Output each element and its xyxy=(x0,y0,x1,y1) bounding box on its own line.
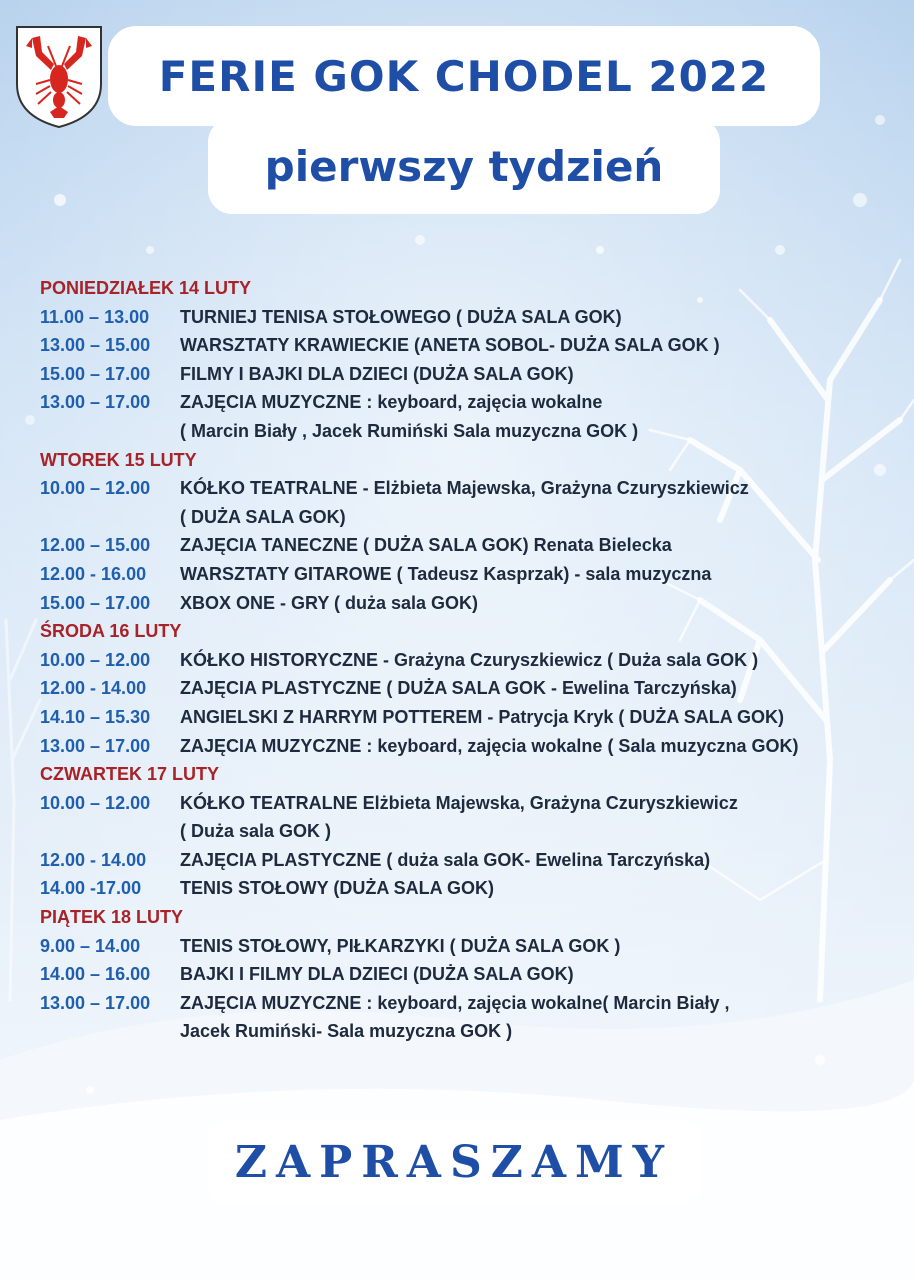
event-description-line: FILMY I BAJKI DLA DZIECI (DUŻA SALA GOK) xyxy=(180,363,574,384)
event-description-line: ( Marcin Biały , Jacek Rumiński Sala muzyczna GOK ) xyxy=(180,420,639,441)
event-description xyxy=(180,646,910,675)
event-description-line: ZAJĘCIA MUZYCZNE : keyboard, zajęcia wokalne( Marcin Biały , xyxy=(180,992,730,1013)
event-description xyxy=(180,531,910,560)
event-description xyxy=(180,960,910,989)
day-heading: ŚRODA 16 LUTY xyxy=(40,621,182,642)
event-description-line: ZAJĘCIA MUZYCZNE : keyboard, zajęcia wokalne xyxy=(180,392,603,413)
event-row xyxy=(40,331,910,360)
event-row xyxy=(40,960,910,989)
event-row xyxy=(40,674,910,703)
event-time: 12.00 - 14.00 xyxy=(40,849,147,870)
event-row xyxy=(40,732,910,761)
event-row xyxy=(40,589,910,618)
event-row xyxy=(40,789,910,846)
event-row xyxy=(40,703,910,732)
event-row xyxy=(40,874,910,903)
event-description-line: WARSZTATY KRAWIECKIE (ANETA SOBOL- DUŻA SALA GOK ) xyxy=(180,335,720,356)
event-description xyxy=(180,388,910,445)
event-description-line: TURNIEJ TENISA STOŁOWEGO ( DUŻA SALA GOK) xyxy=(180,306,622,327)
event-description xyxy=(180,474,910,531)
event-time: 13.00 – 15.00 xyxy=(40,335,151,356)
event-time: 12.00 - 16.00 xyxy=(40,563,147,584)
event-description-line: WARSZTATY GITAROWE ( Tadeusz Kasprzak) - sala muzyczna xyxy=(180,563,712,584)
event-time: 14.00 -17.00 xyxy=(40,878,142,899)
event-time: 13.00 – 17.00 xyxy=(40,392,151,413)
event-time: 10.00 – 12.00 xyxy=(40,649,151,670)
event-description xyxy=(180,360,910,389)
event-description-line: KÓŁKO TEATRALNE - Elżbieta Majewska, Grażyna Czuryszkiewicz xyxy=(180,478,749,499)
event-row xyxy=(40,846,910,875)
event-description-line: Jacek Rumiński- Sala muzyczna GOK ) xyxy=(180,1021,513,1042)
event-description-line: ZAJĘCIA MUZYCZNE : keyboard, zajęcia wokalne ( Sala muzyczna GOK) xyxy=(180,735,799,756)
event-description-line: ZAJĘCIA PLASTYCZNE ( DUŻA SALA GOK - Ewelina Tarczyńska) xyxy=(180,678,737,699)
footer-banner xyxy=(207,1120,701,1204)
day-heading: PIĄTEK 18 LUTY xyxy=(40,907,184,928)
event-time: 10.00 – 12.00 xyxy=(40,792,151,813)
event-row xyxy=(40,388,910,445)
event-description-line: ANGIELSKI Z HARRYM POTTEREM - Patrycja Kryk ( DUŻA SALA GOK) xyxy=(180,706,785,727)
event-time: 10.00 – 12.00 xyxy=(40,478,151,499)
event-description-line: KÓŁKO HISTORYCZNE - Grażyna Czuryszkiewicz ( Duża sala GOK ) xyxy=(180,649,759,670)
event-row xyxy=(40,989,910,1046)
event-row xyxy=(40,303,910,332)
day-heading: CZWARTEK 17 LUTY xyxy=(40,764,220,785)
schedule-list xyxy=(40,274,910,1046)
page-title: FERIE GOK CHODEL 2022 xyxy=(158,51,770,101)
event-description xyxy=(180,874,910,903)
day-heading: PONIEDZIAŁEK 14 LUTY xyxy=(40,278,252,298)
event-row xyxy=(40,474,910,531)
event-description-line: TENIS STOŁOWY, PIŁKARZYKI ( DUŻA SALA GOK ) xyxy=(180,935,621,956)
event-time: 12.00 - 14.00 xyxy=(40,678,147,699)
crayfish-crest-icon xyxy=(14,24,104,130)
event-description xyxy=(180,789,910,846)
event-description-line: KÓŁKO TEATRALNE Elżbieta Majewska, Grażyna Czuryszkiewicz xyxy=(180,792,738,813)
event-time: 13.00 – 17.00 xyxy=(40,735,151,756)
event-row xyxy=(40,932,910,961)
event-description-line: TENIS STOŁOWY (DUŻA SALA GOK) xyxy=(180,878,494,899)
event-time: 11.00 – 13.00 xyxy=(40,306,150,327)
event-row xyxy=(40,360,910,389)
event-time: 12.00 – 15.00 xyxy=(40,535,151,556)
event-row xyxy=(40,646,910,675)
page-subtitle: pierwszy tydzień xyxy=(264,141,664,191)
event-row xyxy=(40,531,910,560)
event-description xyxy=(180,674,910,703)
event-description-line: ( DUŻA SALA GOK) xyxy=(180,506,346,527)
event-description xyxy=(180,932,910,961)
event-description xyxy=(180,846,910,875)
subtitle-banner xyxy=(208,118,720,214)
event-description xyxy=(180,989,910,1046)
invitation-text: ZAPRASZAMY xyxy=(234,1136,674,1188)
event-description-line: ( Duża sala GOK ) xyxy=(180,821,332,842)
event-description xyxy=(180,589,910,618)
event-time: 9.00 – 14.00 xyxy=(40,935,141,956)
event-description xyxy=(180,732,910,761)
event-description xyxy=(180,303,910,332)
title-banner xyxy=(108,26,820,126)
event-time: 14.00 – 16.00 xyxy=(40,964,151,985)
event-time: 15.00 – 17.00 xyxy=(40,363,151,384)
event-time: 14.10 – 15.30 xyxy=(40,706,151,727)
event-description xyxy=(180,560,910,589)
event-description xyxy=(180,703,910,732)
event-time: 13.00 – 17.00 xyxy=(40,992,151,1013)
event-description-line: BAJKI I FILMY DLA DZIECI (DUŻA SALA GOK) xyxy=(180,964,574,985)
event-description-line: XBOX ONE - GRY ( duża sala GOK) xyxy=(180,592,479,613)
event-description-line: ZAJĘCIA TANECZNE ( DUŻA SALA GOK) Renata Bielecka xyxy=(180,535,672,556)
event-row xyxy=(40,560,910,589)
event-time: 15.00 – 17.00 xyxy=(40,592,151,613)
day-heading: WTOREK 15 LUTY xyxy=(40,449,197,470)
event-description xyxy=(180,331,910,360)
event-description-line: ZAJĘCIA PLASTYCZNE ( duża sala GOK- Ewelina Tarczyńska) xyxy=(180,849,711,870)
